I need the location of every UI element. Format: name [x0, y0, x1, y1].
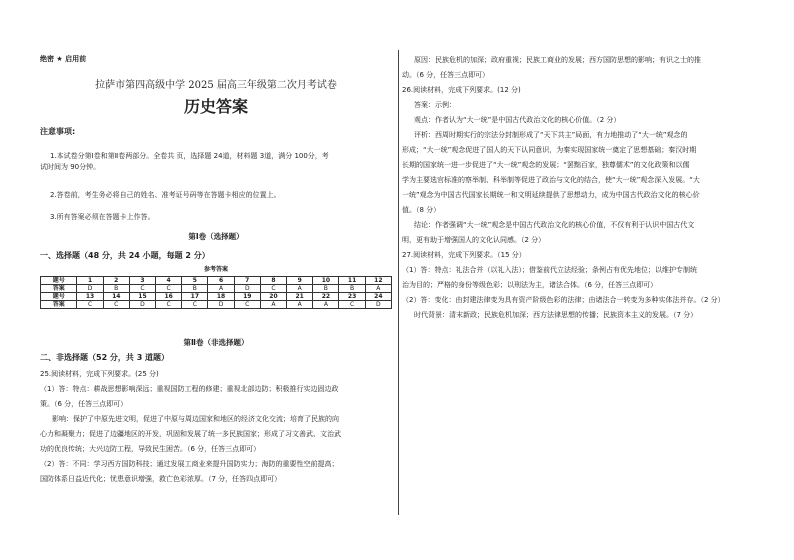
question-number-cell: 17 [182, 293, 208, 301]
notice-item-1: 1.本试卷分第Ⅰ卷和第Ⅱ卷两部分。全卷共 页，选择题 24道，材料题 3道，满分 100分，考 [50, 152, 329, 160]
answer-cell: C [156, 285, 182, 293]
answer-cell: B [103, 285, 129, 293]
question-number-cell: 16 [156, 293, 182, 301]
question-number-cell: 3 [129, 277, 155, 285]
question-number-cell: 19 [234, 293, 260, 301]
answer-table-row [41, 293, 392, 301]
answer-cell: A [287, 285, 313, 293]
question-number-cell: 14 [103, 293, 129, 301]
column-divider [398, 50, 399, 515]
q25-cause-line2: 动。（6 分，任答三点即可） [402, 71, 490, 79]
secret-label: 绝密 ★ 启用前 [40, 55, 87, 63]
question-number-cell: 23 [339, 293, 365, 301]
answer-cell: A [313, 301, 339, 309]
q27-2-line1: （2）答：变化：由封建法律变为具有资产阶级色彩的法律；由诸法合一转变为多种实体法并存。（2 分） [402, 296, 725, 304]
question-number-cell: 18 [208, 293, 234, 301]
answer-cell: D [129, 301, 155, 309]
q26-analysis-line5: 一统”观念为中国古代国家长期统一和文明延续提供了思想动力，成为中国古代政治文化的核心价 [402, 191, 700, 199]
q26-conclusion-line2: 明，更有助于增强国人的文化认同感。（2 分） [402, 236, 546, 244]
answer-cell: B [182, 285, 208, 293]
answer-table-row [41, 301, 392, 309]
school-exam-title: 拉萨市第四高级中学 2025 届高三年级第二次月考试卷 [95, 80, 337, 91]
answer-cell: D [365, 301, 391, 309]
answer-cell: A [208, 285, 234, 293]
q27-background: 时代背景：清末新政；民族危机加深；西方法律思想的传播；民族资本主义的发展。（7 分） [414, 311, 698, 319]
answer-cell: C [77, 301, 103, 309]
q25-impact-line3: 功的优良传统；大兴边防工程，导致民生困苦。（6 分，任答三点即可） [40, 445, 261, 453]
answer-table-row-label: 答案 [41, 301, 77, 309]
answer-table-row-label: 答案 [41, 285, 77, 293]
answer-table-row [41, 277, 392, 285]
question-number-cell: 1 [77, 277, 103, 285]
answer-cell: C [103, 301, 129, 309]
q26-title: 26.阅读材料，完成下列要求。(12 分) [402, 86, 521, 94]
q25-title: 25.阅读材料，完成下列要求。(25 分) [40, 370, 159, 378]
q27-title: 27.阅读材料，完成下列要求。（15 分） [402, 251, 526, 259]
question-number-cell: 11 [339, 277, 365, 285]
question-number-cell: 4 [156, 277, 182, 285]
answer-cell: D [208, 301, 234, 309]
q25-impact-line1: 影响：保护了中原先进文明，促进了中原与周边国家和地区的经济文化交流；培育了民族的向 [52, 415, 339, 423]
q26-analysis-line6: 值。（8 分） [402, 206, 441, 214]
question-number-cell: 24 [365, 293, 391, 301]
question-number-cell: 22 [313, 293, 339, 301]
q25-1-line2: 策。（6 分，任答三点即可） [40, 400, 128, 408]
right-column [402, 0, 762, 560]
answer-cell: A [287, 301, 313, 309]
notice-heading: 注意事项: [40, 127, 76, 136]
notice-item-3: 3.所有答案必须在答题卡上作答。 [50, 213, 155, 221]
answer-table-row-label: 题号 [41, 293, 77, 301]
part1-title: 第Ⅰ卷（选择题） [188, 232, 244, 241]
question-number-cell: 21 [287, 293, 313, 301]
question-number-cell: 15 [129, 293, 155, 301]
answer-cell: C [234, 301, 260, 309]
answer-cell: A [260, 301, 286, 309]
q26-analysis-line4: 学为主要选官标准的察举制、科举制等促进了政治与文化的结合，使“大一统”观念深入发展。“大 [402, 176, 700, 184]
answer-cell: B [339, 285, 365, 293]
q27-1-line1: （1）答：特点：礼法合并（以礼入法）；借鉴前代立法经验；条例占有优先地位；以维护专制统 [402, 266, 697, 274]
q26-analysis-line1: 评析：西周时期实行的宗法分封制形成了“天下共主”局面，有力地推动了“大一统”观念的 [414, 131, 688, 139]
part2-title: 第Ⅱ卷（非选择题） [183, 338, 249, 347]
answer-cell: D [234, 285, 260, 293]
answer-cell: B [313, 285, 339, 293]
answer-key-heading: 参考答案 [203, 266, 228, 273]
notice-item-1-cont: 试时间为 90分钟。 [40, 163, 101, 171]
q26-viewpoint: 观点：作者认为“大一统”是中国古代政治文化的核心价值。（2 分） [414, 116, 621, 124]
answer-table [40, 276, 392, 309]
question-number-cell: 12 [365, 277, 391, 285]
answer-cell: C [260, 285, 286, 293]
answer-table-row-label: 题号 [41, 277, 77, 285]
question-number-cell: 9 [287, 277, 313, 285]
answer-cell: C [339, 301, 365, 309]
q25-2-line2: 国防体系日益近代化；忧患意识增强，救亡色彩浓厚。（7 分，任答四点即可） [40, 475, 282, 483]
q26-analysis-line3: 长期的国家统一进一步促进了“大一统”观念的发展；“罢黜百家，独尊儒术”的文化政策和以儒 [402, 161, 690, 169]
question-number-cell: 2 [103, 277, 129, 285]
q26-analysis-line2: 形成；“大一统”观念促进了国人的天下认同意识，为秦实现国家统一奠定了思想基础；秦汉时期 [402, 146, 697, 154]
question-number-cell: 8 [260, 277, 286, 285]
answer-cell: C [156, 301, 182, 309]
part1-section-heading: 一、选择题（48 分，共 24 小题，每题 2 分） [40, 251, 210, 260]
question-number-cell: 6 [208, 277, 234, 285]
answer-cell: A [365, 285, 391, 293]
answer-cell: C [129, 285, 155, 293]
question-number-cell: 7 [234, 277, 260, 285]
q27-1-line2: 治为目的；严格的身份等级色彩；以刑法为主，诸法合体。（6 分，任答三点即可） [402, 281, 658, 289]
answer-cell: D [77, 285, 103, 293]
part2-section-heading: 二、非选择题（52 分，共 3 道题） [40, 353, 170, 362]
question-number-cell: 5 [182, 277, 208, 285]
question-number-cell: 13 [77, 293, 103, 301]
q26-conclusion-line1: 结论：作者强调“大一统”观念是中国古代政治文化的核心价值，不仅有利于认识中国古代文 [414, 221, 695, 229]
q25-cause-line1: 原因：民族危机的加深；政府重视；民族工商业的发展；西方国防思想的影响；有识之士的推 [414, 56, 701, 64]
question-number-cell: 10 [313, 277, 339, 285]
q26-answer-label: 答案：示例： [414, 101, 456, 109]
question-number-cell: 20 [260, 293, 286, 301]
page-title: 历史答案 [183, 97, 248, 116]
q25-2-line1: （2）答：不同：学习西方国防科技；通过发展工商业来提升国防实力；海防的重要性空前提高； [40, 460, 339, 468]
answer-table-row [41, 285, 392, 293]
q25-1-line1: （1）答：特点：耕战思想影响深远；重视国防工程的修建；重视北部边防；积极推行实边固边政 [40, 385, 339, 393]
answer-cell: C [182, 301, 208, 309]
notice-item-2: 2.答卷前，考生务必将自己的姓名、准考证号码等在答题卡相应的位置上。 [50, 191, 281, 199]
left-column [40, 0, 392, 560]
q25-impact-line2: 心力和凝聚力；促进了边疆地区的开发，巩固和发展了统一多民族国家；形成了习文善武、文治武 [40, 430, 341, 438]
